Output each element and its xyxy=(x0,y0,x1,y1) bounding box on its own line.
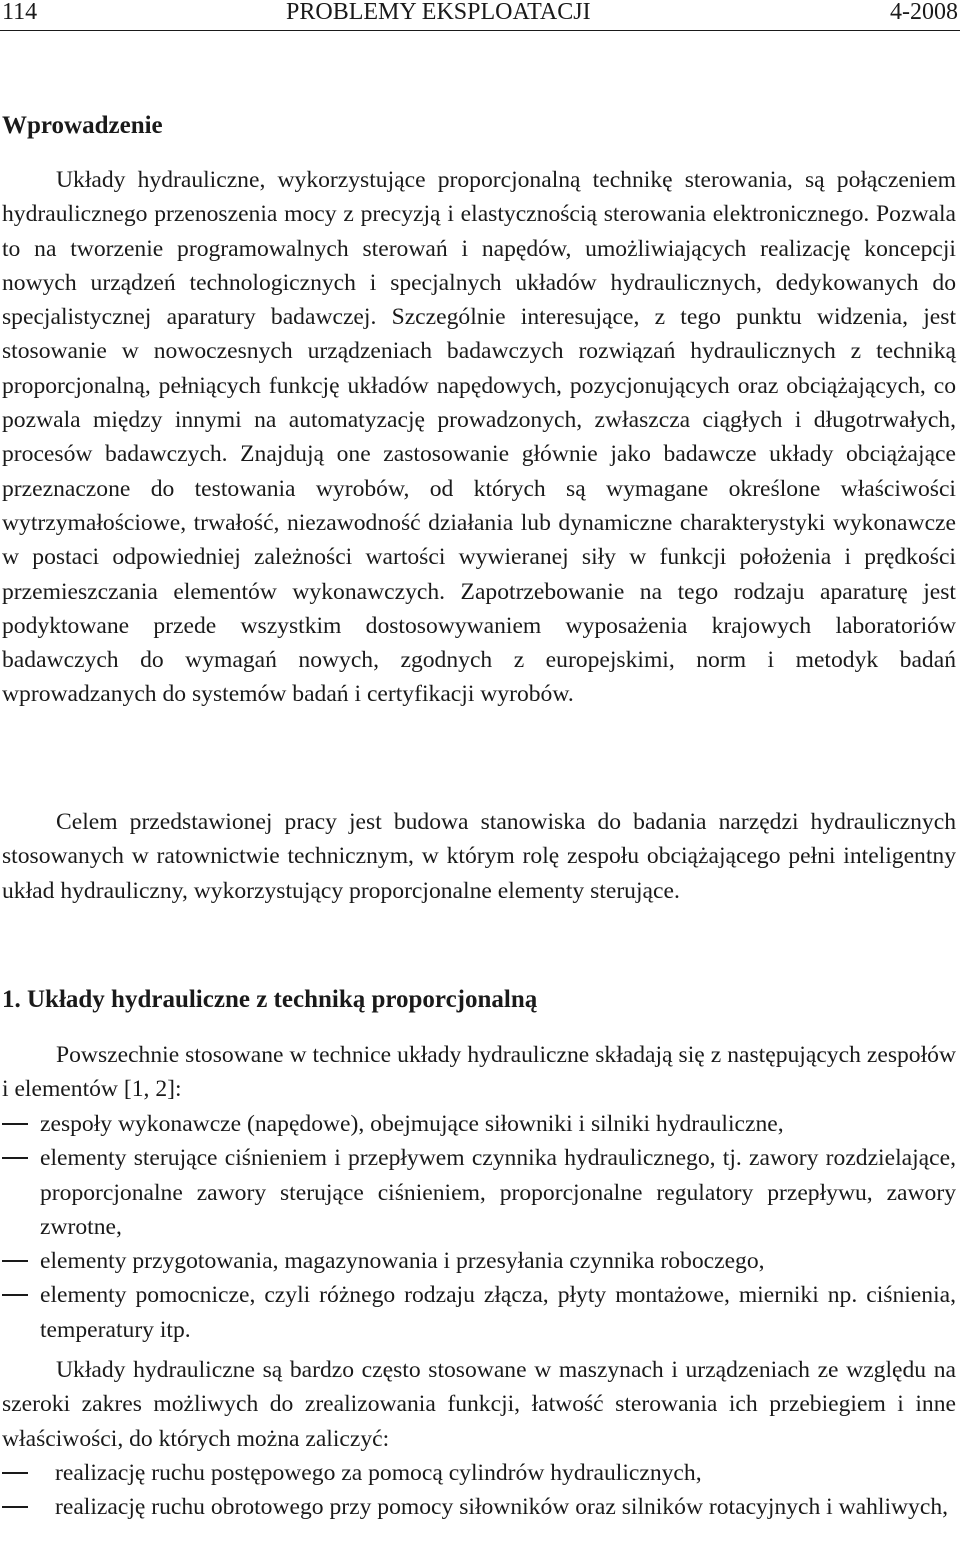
dash-bullet-icon xyxy=(2,1506,28,1508)
list-item-text: realizację ruchu obrotowego przy pomocy siłowników oraz silników rotacyjnych i wahliwych, xyxy=(55,1494,949,1521)
journal-issue: 4-2008 xyxy=(890,0,958,25)
intro-paragraph: Układy hydrauliczne, wykorzystujące proporcjonalną technikę sterowania, są połączeniem hydraulicznego przenoszenia mocy z precyzją i elastycznością sterowania elektronicznego. Pozwala to na tworzenie programowalnych sterowań i napędów, umożliwiających realizację koncepcji nowych urządzeń technologicznych i specjalnych układów hydraulicznych, dedykowanych do specjalistycznej aparatury badawczej. Szczególnie interesujące, z tego punktu widzenia, jest stosowanie w nowoczesnych urządzeniach badawczych rozwiązań hydraulicznych z techniką proporcjonalną, pełniących funkcję układów napędowych, pozycjonujących oraz obciążających, co pozwala między innymi na automatyzację prowadzonych, zwłaszcza ciągłych i długotrwałych, procesów badawczych. Znajdują one zastosowanie głównie jako badawcze układy obciążające przeznaczone do testowania wyrobów, od których są wymagane określone właściwości wytrzymałościowe, trwałość, niezawodność działania lub dynamiczne charakterystyki wykonawcze w postaci odpowiedniej zależności wartości wywieranej siły w funkcji położenia i prędkości przemieszczania elementów wykonawczych. Zapotrzebowanie na tego rodzaju aparaturę jest podyktowane przede wszystkim dostosowywaniem wyposażenia krajowych laboratoriów badawczych do wymagań nowych, zgodnych z europejskimi, norm i metodyk badań wprowadzanych do systemów badań i certyfikacji wyrobów. xyxy=(2,167,956,708)
section-heading-introduction: Wprowadzenie xyxy=(2,112,163,139)
list-item-text: elementy przygotowania, magazynowania i przesyłania czynnika roboczego, xyxy=(40,1248,765,1275)
dash-bullet-icon xyxy=(2,1472,28,1474)
list-item-text: elementy sterujące ciśnieniem i przepływem czynnika hydraulicznego, tj. zawory rozdzielające, proporcjonalne zawory sterujące ciśnieniem, proporcjonalne regulatory przepływu, zawory zwrotne, xyxy=(40,1145,956,1240)
running-header xyxy=(0,0,960,31)
advantages-list xyxy=(55,1456,956,1525)
usage-paragraph: Układy hydrauliczne są bardzo często stosowane w maszynach i urządzeniach ze względu na szeroki zakres możliwych do zrealizowania funkcji, łatwość sterowania ich przebiegiem i inne właściwości, do których można zaliczyć: xyxy=(2,1357,956,1452)
journal-title: PROBLEMY EKSPLOATACJI xyxy=(286,0,591,25)
dash-bullet-icon xyxy=(2,1157,28,1159)
dash-bullet-icon xyxy=(2,1294,28,1296)
list-item xyxy=(40,1141,956,1244)
dash-bullet-icon xyxy=(2,1123,28,1125)
components-list xyxy=(40,1107,956,1347)
list-item-text: zespoły wykonawcze (napędowe), obejmujące siłowniki i silniki hydrauliczne, xyxy=(40,1111,784,1137)
list-item xyxy=(40,1244,956,1278)
list-item xyxy=(55,1490,956,1524)
list-item-text: realizację ruchu postępowego za pomocą cylindrów hydraulicznych, xyxy=(55,1460,702,1486)
list-item-text: elementy pomocnicze, czyli różnego rodzaju złącza, płyty montażowe, mierniki np. ciśnienia, temperatury itp. xyxy=(40,1282,956,1343)
list-item xyxy=(40,1107,956,1141)
list-item xyxy=(55,1456,956,1490)
section-heading-1: 1. Układy hydrauliczne z techniką proporcjonalną xyxy=(2,986,538,1013)
page-number: 114 xyxy=(2,0,38,25)
dash-bullet-icon xyxy=(2,1260,28,1262)
section1-lead-paragraph: Powszechnie stosowane w technice układy hydrauliczne składają się z następujących zespołów i elementów [1, 2]: xyxy=(2,1042,956,1103)
aim-paragraph: Celem przedstawionej pracy jest budowa stanowiska do badania narzędzi hydraulicznych stosowanych w ratownictwie technicznym, w którym rolę zespołu obciążającego pełni inteligentny układ hydrauliczny, wykorzystujący proporcjonalne elementy sterujące. xyxy=(2,809,956,904)
list-item xyxy=(40,1278,956,1347)
